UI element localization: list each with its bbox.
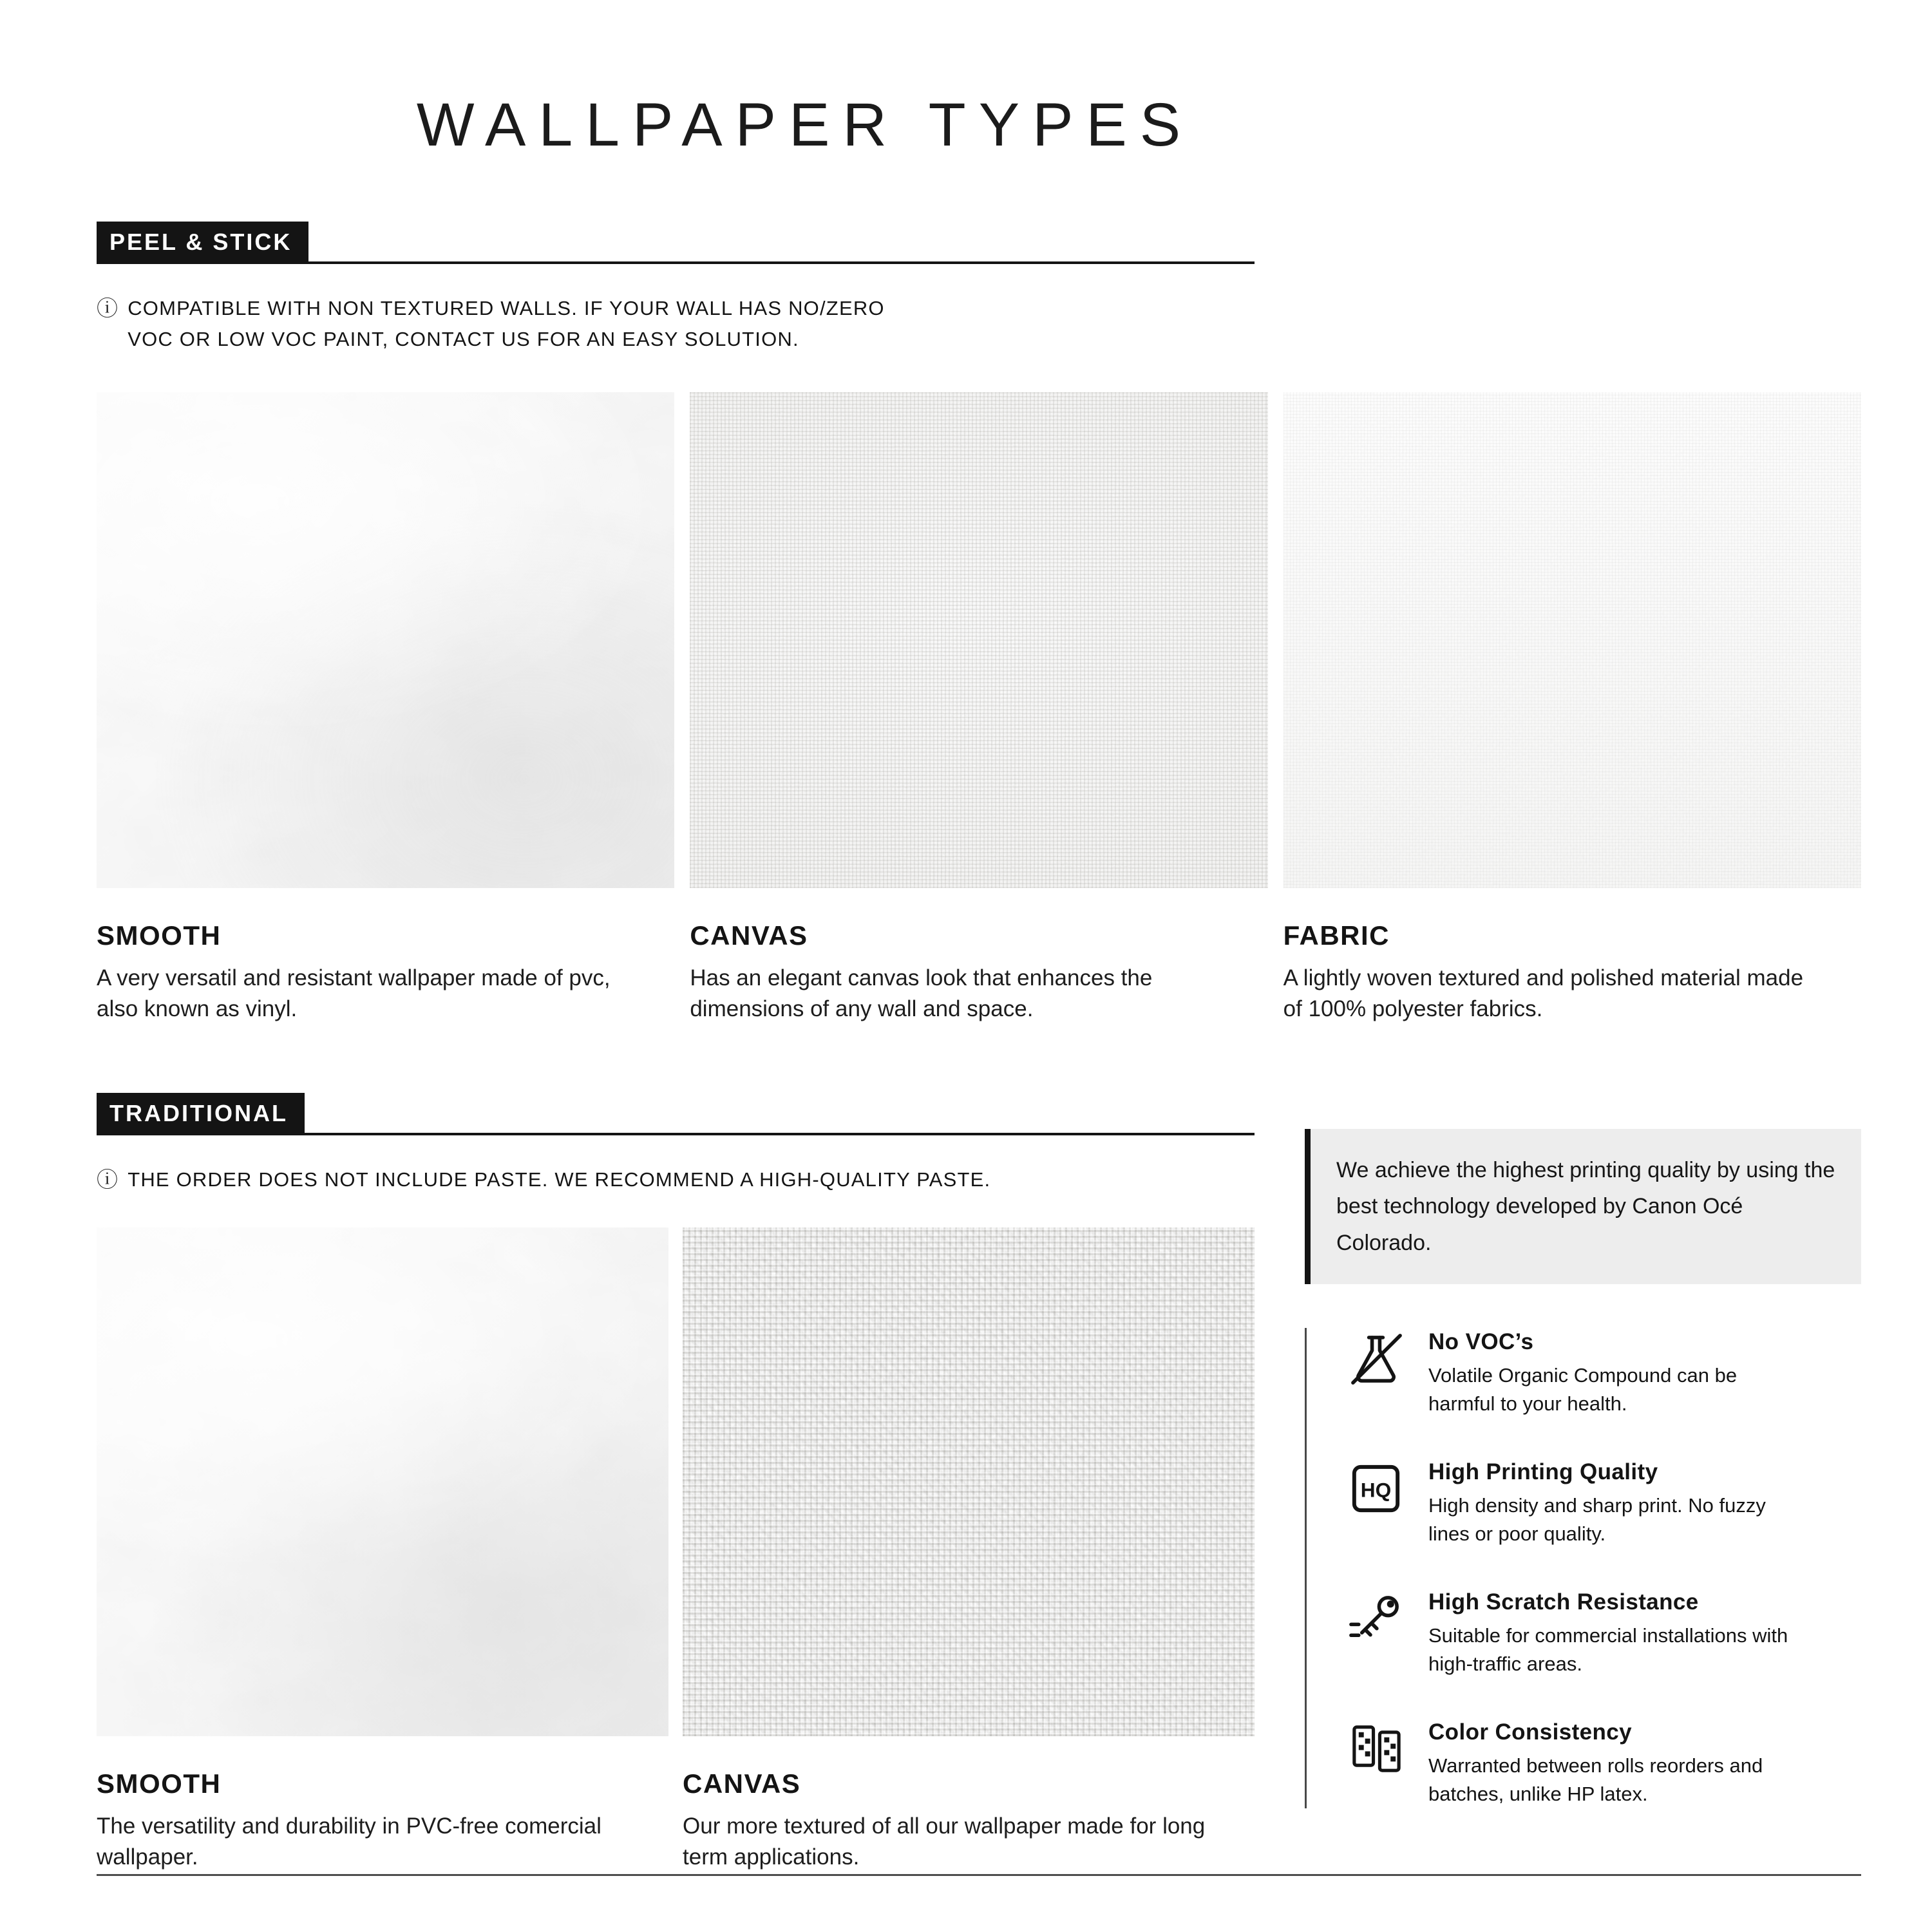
traditional-swatch-row [97, 1227, 1255, 1873]
peel-stick-label: PEEL & STICK [97, 222, 308, 261]
feature-desc-no-voc: Volatile Organic Compound can be harmful to your health. [1428, 1364, 1738, 1416]
traditional-label: TRADITIONAL [97, 1093, 305, 1133]
swatch-desc-fabric: A lightly woven textured and polished material made of 100% polyester fabrics. [1283, 965, 1804, 1022]
swatch-desc-canvas-traditional: Our more textured of all our wallpaper made for long term applications. [683, 1813, 1206, 1870]
feature-title-high-scratch-resistance: High Scratch Resistance [1428, 1589, 1699, 1615]
scratch-key-icon [1345, 1588, 1406, 1649]
feature-list [1305, 1328, 1861, 1808]
smooth-traditional-noise-layer [97, 1227, 668, 1736]
fabric-noise-layer [1283, 392, 1861, 888]
feature-title-color-consistency: Color Consistency [1428, 1719, 1633, 1745]
swatch-name-smooth: SMOOTH [97, 920, 222, 951]
canvas-noise-layer [690, 392, 1267, 888]
feature-title-no-voc: No VOC’s [1428, 1329, 1534, 1354]
lower-area [97, 1093, 1861, 1873]
traditional-note-text: THE ORDER DOES NOT INCLUDE PASTE. WE RECOMMEND A HIGH-QUALITY PASTE. [128, 1168, 991, 1191]
feature-desc-high-printing-quality: High density and sharp print. No fuzzy lines or poor quality. [1428, 1494, 1766, 1546]
feature-desc-high-scratch-resistance: Suitable for commercial installations with high-traffic areas. [1428, 1624, 1788, 1676]
canvas-traditional-noise-layer [683, 1227, 1255, 1736]
bottom-divider [97, 1874, 1861, 1876]
swatch-card-smooth [97, 392, 674, 1025]
swatch-name-fabric: FABRIC [1283, 920, 1390, 951]
swatch-card-canvas-traditional [683, 1227, 1255, 1873]
info-icon: ⓘ [97, 296, 119, 320]
swatch-name-canvas-traditional: CANVAS [683, 1768, 801, 1799]
hq-icon-label: HQ [1360, 1478, 1392, 1502]
swatch-card-fabric [1283, 392, 1861, 1025]
hq-icon [1345, 1458, 1406, 1519]
smooth-noise-layer [97, 392, 674, 888]
feature-high-scratch-resistance [1345, 1588, 1861, 1678]
swatch-desc-smooth: A very versatil and resistant wallpaper made of pvc, also known as vinyl. [97, 965, 611, 1022]
smooth-texture-image [97, 392, 674, 888]
page-title: WALLPAPER TYPES [416, 91, 1194, 159]
traditional-section [97, 1093, 1255, 1873]
swatch-card-canvas [690, 392, 1267, 1025]
printing-quality-statement: We achieve the highest printing quality by using the best technology developed by Canon Océ Colorado. [1305, 1129, 1861, 1284]
feature-high-printing-quality [1345, 1458, 1861, 1548]
swatch-desc-canvas: Has an elegant canvas look that enhances the dimensions of any wall and space. [690, 965, 1153, 1022]
feature-color-consistency [1345, 1718, 1861, 1808]
fabric-texture-image [1283, 392, 1861, 888]
canvas-texture-image [690, 392, 1267, 888]
no-voc-icon [1345, 1328, 1406, 1389]
feature-title-high-printing-quality: High Printing Quality [1428, 1459, 1658, 1485]
peel-stick-header [97, 222, 1255, 264]
info-icon: ⓘ [97, 1167, 119, 1191]
feature-no-voc [1345, 1328, 1861, 1418]
quality-panel [1305, 1093, 1861, 1873]
swatch-name-smooth-traditional: SMOOTH [97, 1768, 222, 1799]
canvas-traditional-texture-image [683, 1227, 1255, 1736]
color-swatch-icon [1345, 1718, 1406, 1779]
feature-desc-color-consistency: Warranted between rolls reorders and batches, unlike HP latex. [1428, 1754, 1763, 1806]
traditional-note [97, 1164, 1255, 1195]
swatch-name-canvas: CANVAS [690, 920, 808, 951]
peel-stick-note-text [128, 293, 885, 355]
swatch-card-smooth-traditional [97, 1227, 668, 1873]
traditional-header [97, 1093, 1255, 1135]
swatch-desc-smooth-traditional: The versatility and durability in PVC-free comercial wallpaper. [97, 1813, 601, 1870]
smooth-traditional-texture-image [97, 1227, 668, 1736]
peel-stick-note [97, 293, 1861, 355]
note-line-2: VOC OR LOW VOC PAINT, CONTACT US FOR AN EASY SOLUTION. [128, 328, 799, 351]
peel-stick-swatch-row [97, 392, 1861, 1025]
peel-stick-section [97, 222, 1861, 1025]
note-line-1: COMPATIBLE WITH NON TEXTURED WALLS. IF YOUR WALL HAS NO/ZERO [128, 297, 885, 319]
